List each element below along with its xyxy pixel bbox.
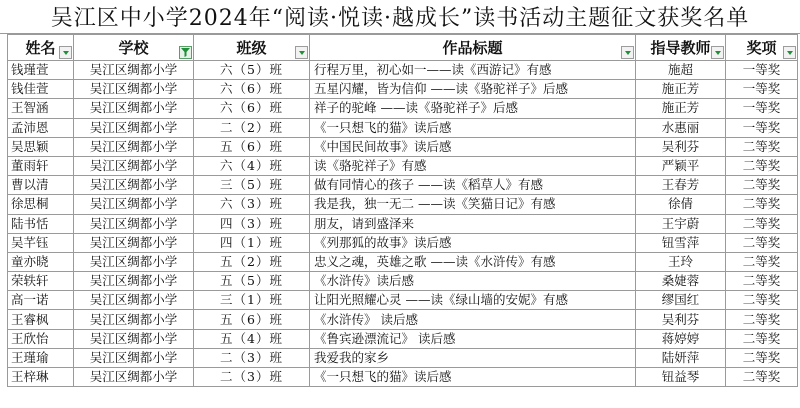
cell-teacher[interactable]: 吴利芬 [636,310,726,329]
cell-work[interactable]: 《一只想飞的猫》读后感 [310,368,636,387]
cell-name[interactable]: 董雨轩 [8,156,74,175]
cell-work[interactable]: 忠义之魂，英雄之歌 ——读《水浒传》有感 [310,252,636,271]
cell-award[interactable]: 一等奖 [726,99,798,118]
cell-teacher[interactable]: 钮雪萍 [636,233,726,252]
table-row [8,176,798,195]
cell-teacher[interactable]: 徐倩 [636,195,726,214]
table-row [8,80,798,99]
cell-class[interactable]: 六（3）班 [194,195,310,214]
cell-teacher[interactable]: 王春芳 [636,176,726,195]
cell-class[interactable]: 五（4）班 [194,329,310,348]
table-row [8,252,798,271]
cell-work[interactable]: 我爱我的家乡 [310,348,636,367]
table-row [8,137,798,156]
table-row [8,99,798,118]
cell-class[interactable]: 五（6）班 [194,310,310,329]
cell-teacher[interactable]: 王玲 [636,252,726,271]
cell-name[interactable]: 孟沛恩 [8,118,74,137]
cell-teacher[interactable]: 蒋婷婷 [636,329,726,348]
cell-school[interactable]: 吴江区绸都小学 [74,195,194,214]
cell-class[interactable]: 五（6）班 [194,137,310,156]
table-row [8,291,798,310]
cell-name[interactable]: 王睿枫 [8,310,74,329]
cell-school[interactable]: 吴江区绸都小学 [74,310,194,329]
header-school-label: 学校 [118,39,149,57]
cell-work[interactable]: 让阳光照耀心灵 ——读《绿山墙的安妮》有感 [310,291,636,310]
cell-school[interactable]: 吴江区绸都小学 [74,61,194,80]
cell-name[interactable]: 吴芊钰 [8,233,74,252]
cell-work[interactable]: 我是我，独一无二 ——读《笑猫日记》有感 [310,195,636,214]
cell-name[interactable]: 高一诺 [8,291,74,310]
cell-teacher[interactable]: 王宇蔚 [636,214,726,233]
cell-school[interactable]: 吴江区绸都小学 [74,137,194,156]
cell-class[interactable]: 四（3）班 [194,214,310,233]
cell-award[interactable]: 二等奖 [726,214,798,233]
filter-dropdown-icon[interactable] [59,46,72,59]
cell-work[interactable]: 《水浒传》 读后感 [310,310,636,329]
cell-school[interactable]: 吴江区绸都小学 [74,368,194,387]
active-filter-icon[interactable] [179,46,192,59]
cell-school[interactable]: 吴江区绸都小学 [74,252,194,271]
cell-class[interactable]: 二（2）班 [194,118,310,137]
filter-dropdown-icon[interactable] [295,46,308,59]
header-teacher[interactable] [636,35,726,61]
header-row [8,35,798,61]
header-school[interactable] [74,35,194,61]
cell-school[interactable]: 吴江区绸都小学 [74,272,194,291]
header-class-label: 班级 [236,39,267,57]
cell-work[interactable]: 《水浒传》读后感 [310,272,636,291]
cell-award[interactable]: 二等奖 [726,291,798,310]
header-work[interactable] [310,35,636,61]
cell-school[interactable]: 吴江区绸都小学 [74,291,194,310]
cell-name[interactable]: 王瑾瑜 [8,348,74,367]
cell-work[interactable]: 五星闪耀，皆为信仰 ——读《骆驼祥子》后感 [310,80,636,99]
cell-work[interactable]: 行程万里，初心如一——读《西游记》有感 [310,61,636,80]
filter-dropdown-icon[interactable] [711,46,724,59]
cell-teacher[interactable]: 严颖平 [636,156,726,175]
cell-teacher[interactable]: 施正芳 [636,80,726,99]
cell-school[interactable]: 吴江区绸都小学 [74,118,194,137]
cell-name[interactable]: 吴思颖 [8,137,74,156]
table-row [8,368,798,387]
header-class[interactable] [194,35,310,61]
cell-award[interactable]: 二等奖 [726,195,798,214]
cell-award[interactable]: 一等奖 [726,80,798,99]
cell-work[interactable]: 朋友，请到盛泽来 [310,214,636,233]
cell-teacher[interactable]: 缪国红 [636,291,726,310]
cell-award[interactable]: 二等奖 [726,368,798,387]
cell-school[interactable]: 吴江区绸都小学 [74,329,194,348]
cell-award[interactable]: 一等奖 [726,61,798,80]
cell-school[interactable]: 吴江区绸都小学 [74,214,194,233]
cell-school[interactable]: 吴江区绸都小学 [74,176,194,195]
cell-school[interactable]: 吴江区绸都小学 [74,348,194,367]
cell-work[interactable]: 《鲁宾逊漂流记》 读后感 [310,329,636,348]
table-row [8,195,798,214]
cell-award[interactable]: 二等奖 [726,233,798,252]
cell-award[interactable]: 二等奖 [726,310,798,329]
table-row [8,272,798,291]
cell-award[interactable]: 二等奖 [726,156,798,175]
header-work-label: 作品标题 [442,39,503,57]
cell-teacher[interactable]: 施超 [636,61,726,80]
cell-class[interactable]: 三（1）班 [194,291,310,310]
cell-name[interactable]: 钱瑾萱 [8,61,74,80]
table-row [8,348,798,367]
cell-teacher[interactable]: 钮益琴 [636,368,726,387]
cell-class[interactable]: 二（3）班 [194,348,310,367]
cell-teacher[interactable]: 桑婕蓉 [636,272,726,291]
award-table [7,34,798,387]
cell-teacher[interactable]: 吴利芬 [636,137,726,156]
header-teacher-label: 指导教师 [650,39,711,57]
cell-class[interactable]: 五（2）班 [194,252,310,271]
cell-award[interactable]: 二等奖 [726,137,798,156]
cell-class[interactable]: 二（3）班 [194,368,310,387]
cell-name[interactable]: 徐思桐 [8,195,74,214]
cell-teacher[interactable]: 水惠丽 [636,118,726,137]
cell-award[interactable]: 二等奖 [726,272,798,291]
cell-name[interactable]: 荣轶轩 [8,272,74,291]
cell-work[interactable]: 《列那狐的故事》读后感 [310,233,636,252]
table-row [8,61,798,80]
cell-class[interactable]: 六（5）班 [194,61,310,80]
cell-class[interactable]: 六（6）班 [194,99,310,118]
cell-name[interactable]: 曹以清 [8,176,74,195]
cell-award[interactable]: 二等奖 [726,329,798,348]
cell-name[interactable]: 王智涵 [8,99,74,118]
cell-name[interactable]: 童亦晓 [8,252,74,271]
cell-name[interactable]: 钱佳萱 [8,80,74,99]
cell-school[interactable]: 吴江区绸都小学 [74,80,194,99]
table-row [8,156,798,175]
header-award-label: 奖项 [746,39,777,57]
cell-teacher[interactable]: 陆妍萍 [636,348,726,367]
filter-dropdown-icon[interactable] [621,46,634,59]
cell-work[interactable]: 祥子的驼峰 ——读《骆驼祥子》后感 [310,99,636,118]
table-row [8,118,798,137]
cell-name[interactable]: 王梓琳 [8,368,74,387]
filter-dropdown-icon[interactable] [783,46,796,59]
cell-work[interactable]: 读《骆驼祥子》有感 [310,156,636,175]
cell-award[interactable]: 二等奖 [726,176,798,195]
table-row [8,233,798,252]
cell-school[interactable]: 吴江区绸都小学 [74,99,194,118]
cell-class[interactable]: 四（1）班 [194,233,310,252]
cell-school[interactable]: 吴江区绸都小学 [74,233,194,252]
header-name[interactable] [8,35,74,61]
cell-class[interactable]: 三（5）班 [194,176,310,195]
cell-work[interactable]: 《一只想飞的猫》读后感 [310,118,636,137]
table-row [8,214,798,233]
cell-work[interactable]: 《中国民间故事》读后感 [310,137,636,156]
cell-teacher[interactable]: 施正芳 [636,99,726,118]
sheet-title: 吴江区中小学2024年“阅读·悦读·越成长”读书活动主题征文获奖名单 [0,0,800,34]
table-row [8,329,798,348]
cell-class[interactable]: 六（6）班 [194,80,310,99]
cell-work[interactable]: 做有同情心的孩子 ——读《稻草人》有感 [310,176,636,195]
cell-award[interactable]: 二等奖 [726,252,798,271]
cell-name[interactable]: 王欣怡 [8,329,74,348]
cell-award[interactable]: 二等奖 [726,348,798,367]
cell-award[interactable]: 一等奖 [726,118,798,137]
cell-class[interactable]: 五（5）班 [194,272,310,291]
cell-school[interactable]: 吴江区绸都小学 [74,156,194,175]
table-row [8,310,798,329]
cell-name[interactable]: 陆书恬 [8,214,74,233]
cell-class[interactable]: 六（4）班 [194,156,310,175]
header-name-label: 姓名 [25,39,56,57]
header-award[interactable] [726,35,798,61]
